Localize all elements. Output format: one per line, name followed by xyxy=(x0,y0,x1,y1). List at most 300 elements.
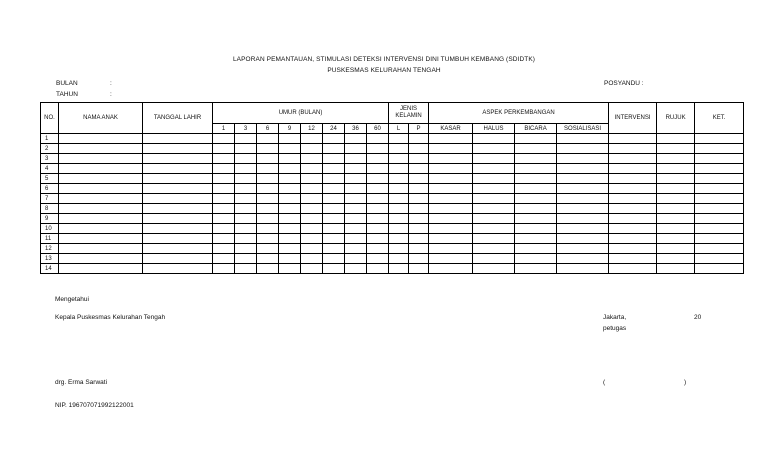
table-cell xyxy=(323,214,345,224)
table-cell xyxy=(345,154,367,164)
table-cell xyxy=(473,204,515,214)
table-cell xyxy=(609,194,657,204)
table-cell xyxy=(367,184,389,194)
table-cell xyxy=(143,184,213,194)
table-cell xyxy=(345,194,367,204)
table-cell xyxy=(213,134,235,144)
table-cell xyxy=(301,144,323,154)
table-cell xyxy=(323,144,345,154)
table-row xyxy=(41,184,744,194)
table-cell xyxy=(345,264,367,274)
table-cell xyxy=(345,224,367,234)
table-cell xyxy=(59,154,143,164)
table-cell xyxy=(473,264,515,274)
table-cell xyxy=(657,234,695,244)
table-cell xyxy=(213,224,235,234)
table-cell xyxy=(213,214,235,224)
table-cell xyxy=(143,144,213,154)
table-cell xyxy=(515,174,557,184)
table-cell xyxy=(143,194,213,204)
table-cell xyxy=(657,144,695,154)
table-cell xyxy=(389,194,409,204)
table-cell xyxy=(323,264,345,274)
table-cell xyxy=(367,164,389,174)
table-cell xyxy=(59,194,143,204)
table-cell xyxy=(235,254,257,264)
table-cell xyxy=(609,154,657,164)
table-cell xyxy=(257,234,279,244)
table-cell xyxy=(367,144,389,154)
petugas-text: petugas xyxy=(603,325,627,332)
header-intervensi: INTERVENSI xyxy=(609,103,657,134)
table-cell xyxy=(409,194,429,204)
table-body xyxy=(41,134,744,274)
table-cell xyxy=(213,194,235,204)
table-cell xyxy=(59,144,143,154)
table-cell xyxy=(143,134,213,144)
subheader-aspek-3: SOSIALISASI xyxy=(557,124,609,134)
table-cell xyxy=(323,234,345,244)
tahun-label: TAHUN xyxy=(56,91,78,98)
paren-close: ) xyxy=(684,379,687,386)
table-cell xyxy=(279,164,301,174)
report-subtitle: PUSKESMAS KELURAHAN TENGAH xyxy=(327,67,441,74)
subheader-umur-1: 3 xyxy=(235,124,257,134)
table-cell xyxy=(473,154,515,164)
table-cell xyxy=(235,134,257,144)
table-cell xyxy=(213,254,235,264)
kepala-text: Kepala Puskesmas Kelurahan Tengah xyxy=(55,314,166,321)
table-cell xyxy=(609,164,657,174)
table-cell xyxy=(345,184,367,194)
table-cell xyxy=(257,224,279,234)
table-cell xyxy=(59,214,143,224)
table-cell xyxy=(557,264,609,274)
table-cell xyxy=(143,174,213,184)
table-cell xyxy=(515,264,557,274)
table-cell xyxy=(235,154,257,164)
table-cell xyxy=(473,134,515,144)
mengetahui-text: Mengetahui xyxy=(55,296,89,303)
table-row xyxy=(41,234,744,244)
table-cell xyxy=(279,144,301,154)
table-cell xyxy=(301,244,323,254)
table-cell xyxy=(367,134,389,144)
table-cell xyxy=(59,134,143,144)
table-cell xyxy=(515,164,557,174)
table-cell xyxy=(235,214,257,224)
table-cell xyxy=(609,214,657,224)
table-cell xyxy=(695,134,744,144)
table-row xyxy=(41,194,744,204)
table-cell xyxy=(609,134,657,144)
table-cell xyxy=(409,164,429,174)
row-number: 12 xyxy=(41,244,59,254)
table-cell xyxy=(429,144,473,154)
table-cell xyxy=(473,184,515,194)
table-cell xyxy=(473,234,515,244)
header-ket: KET. xyxy=(695,103,744,134)
table-cell xyxy=(257,164,279,174)
table-cell xyxy=(409,204,429,214)
table-cell xyxy=(323,184,345,194)
table-cell xyxy=(389,214,409,224)
table-cell xyxy=(279,224,301,234)
row-number: 3 xyxy=(41,154,59,164)
table-cell xyxy=(367,224,389,234)
table-row xyxy=(41,244,744,254)
table-cell xyxy=(301,164,323,174)
table-cell xyxy=(143,224,213,234)
row-number: 8 xyxy=(41,204,59,214)
subheader-umur-0: 1 xyxy=(213,124,235,134)
table-cell xyxy=(473,144,515,154)
row-number: 9 xyxy=(41,214,59,224)
table-cell xyxy=(301,154,323,164)
table-cell xyxy=(279,234,301,244)
header-umur: UMUR (BULAN) xyxy=(213,103,389,124)
table-cell xyxy=(323,254,345,264)
table-cell xyxy=(235,184,257,194)
table-cell xyxy=(429,184,473,194)
table-cell xyxy=(557,224,609,234)
header-jenis-line: JENIS xyxy=(400,105,418,112)
table-cell xyxy=(657,154,695,164)
header-kelamin-line: KELAMIN xyxy=(395,113,422,119)
table-cell xyxy=(389,254,409,264)
table-cell xyxy=(257,254,279,264)
table-cell xyxy=(301,264,323,274)
table-cell xyxy=(345,214,367,224)
table-cell xyxy=(657,174,695,184)
table-cell xyxy=(235,164,257,174)
table-cell xyxy=(345,164,367,174)
table-cell xyxy=(143,204,213,214)
table-cell xyxy=(235,224,257,234)
table-cell xyxy=(657,164,695,174)
table-cell xyxy=(59,254,143,264)
table-cell xyxy=(367,254,389,264)
table-cell xyxy=(515,204,557,214)
table-cell xyxy=(213,204,235,214)
subheader-umur-3: 9 xyxy=(279,124,301,134)
table-cell xyxy=(213,264,235,274)
row-number: 2 xyxy=(41,144,59,154)
table-cell xyxy=(235,244,257,254)
table-row xyxy=(41,204,744,214)
table-cell xyxy=(429,254,473,264)
table-cell xyxy=(59,224,143,234)
table-cell xyxy=(657,204,695,214)
table-cell xyxy=(235,144,257,154)
table-cell xyxy=(473,244,515,254)
table-cell xyxy=(323,204,345,214)
table-cell xyxy=(609,144,657,154)
table-cell xyxy=(213,234,235,244)
table-cell xyxy=(367,234,389,244)
table-cell xyxy=(301,234,323,244)
table-cell xyxy=(557,144,609,154)
table-cell xyxy=(367,154,389,164)
table-cell xyxy=(143,254,213,264)
table-cell xyxy=(609,224,657,234)
subheader-umur-6: 36 xyxy=(345,124,367,134)
table-cell xyxy=(301,254,323,264)
table-cell xyxy=(473,174,515,184)
table-cell xyxy=(257,144,279,154)
table-cell xyxy=(323,174,345,184)
table-cell xyxy=(389,154,409,164)
table-cell xyxy=(557,164,609,174)
table-cell xyxy=(409,254,429,264)
table-cell xyxy=(301,184,323,194)
subheader-umur-7: 60 xyxy=(367,124,389,134)
table-cell xyxy=(695,174,744,184)
table-cell xyxy=(389,204,409,214)
table-row xyxy=(41,154,744,164)
table-cell xyxy=(279,254,301,264)
nip-text: NIP. 196707071992122001 xyxy=(55,402,134,409)
header-aspek: ASPEK PERKEMBANGAN xyxy=(429,103,609,124)
table-cell xyxy=(429,244,473,254)
table-row xyxy=(41,224,744,234)
row-number: 6 xyxy=(41,184,59,194)
table-cell xyxy=(323,194,345,204)
table-cell xyxy=(279,194,301,204)
table-cell xyxy=(695,224,744,234)
table-row xyxy=(41,214,744,224)
table-cell xyxy=(345,174,367,184)
table-cell xyxy=(515,134,557,144)
table-cell xyxy=(367,264,389,274)
table-cell xyxy=(235,264,257,274)
table-cell xyxy=(59,204,143,214)
table-cell xyxy=(257,194,279,204)
table-cell xyxy=(409,174,429,184)
table-cell xyxy=(213,184,235,194)
table-row xyxy=(41,254,744,264)
table-cell xyxy=(389,184,409,194)
table-cell xyxy=(429,134,473,144)
table-cell xyxy=(473,224,515,234)
table-cell xyxy=(257,184,279,194)
table-cell xyxy=(59,264,143,274)
subheader-gender-1: P xyxy=(409,124,429,134)
table-cell xyxy=(409,154,429,164)
table-cell xyxy=(59,184,143,194)
table-cell xyxy=(557,154,609,164)
table-cell xyxy=(345,144,367,154)
table-cell xyxy=(257,134,279,144)
table-row xyxy=(41,264,744,274)
table-cell xyxy=(429,154,473,164)
table-cell xyxy=(257,214,279,224)
table-cell xyxy=(409,184,429,194)
header-jenis-kelamin xyxy=(389,103,429,124)
table-cell xyxy=(695,194,744,204)
table-cell xyxy=(301,214,323,224)
table-cell xyxy=(257,264,279,274)
table-cell xyxy=(345,234,367,244)
table-cell xyxy=(657,134,695,144)
table-cell xyxy=(473,164,515,174)
table-cell xyxy=(301,174,323,184)
subheader-umur-4: 12 xyxy=(301,124,323,134)
table-cell xyxy=(389,174,409,184)
table-cell xyxy=(429,234,473,244)
table-cell xyxy=(279,244,301,254)
table-cell xyxy=(657,254,695,264)
table-cell xyxy=(279,204,301,214)
table-cell xyxy=(657,184,695,194)
subheader-aspek-0: KASAR xyxy=(429,124,473,134)
table-cell xyxy=(409,244,429,254)
table-cell xyxy=(213,174,235,184)
table-cell xyxy=(695,204,744,214)
table-cell xyxy=(609,234,657,244)
table-cell xyxy=(279,214,301,224)
tahun-colon: : xyxy=(110,91,112,98)
table-cell xyxy=(473,214,515,224)
table-cell xyxy=(323,244,345,254)
table-cell xyxy=(59,244,143,254)
bulan-label: BULAN xyxy=(56,80,78,87)
table-cell xyxy=(323,154,345,164)
table-cell xyxy=(345,204,367,214)
table-cell xyxy=(143,214,213,224)
table-cell xyxy=(279,264,301,274)
table-cell xyxy=(557,194,609,204)
table-cell xyxy=(515,154,557,164)
table-cell xyxy=(657,214,695,224)
table-cell xyxy=(409,264,429,274)
table-cell xyxy=(257,174,279,184)
row-number: 4 xyxy=(41,164,59,174)
table-cell xyxy=(323,164,345,174)
table-cell xyxy=(367,204,389,214)
table-cell xyxy=(695,144,744,154)
table-cell xyxy=(609,244,657,254)
table-cell xyxy=(657,224,695,234)
header-tanggal-lahir: TANGGAL LAHIR xyxy=(143,103,213,134)
doctor-name: drg. Erma Sarwati xyxy=(55,379,108,386)
subheader-umur-5: 24 xyxy=(323,124,345,134)
row-number: 1 xyxy=(41,134,59,144)
table-cell xyxy=(609,264,657,274)
table-cell xyxy=(389,144,409,154)
table-cell xyxy=(515,234,557,244)
table-cell xyxy=(429,164,473,174)
table-cell xyxy=(59,164,143,174)
table-cell xyxy=(301,224,323,234)
table-cell xyxy=(389,134,409,144)
table-cell xyxy=(429,264,473,274)
header-rujuk: RUJUK xyxy=(657,103,695,134)
subheader-gender-0: L xyxy=(389,124,409,134)
table-cell xyxy=(557,184,609,194)
jakarta-text: Jakarta, xyxy=(603,314,627,321)
table-cell xyxy=(695,184,744,194)
table-cell xyxy=(345,244,367,254)
table-cell xyxy=(213,154,235,164)
header-nama-anak: NAMA ANAK xyxy=(59,103,143,134)
table-cell xyxy=(695,154,744,164)
table-cell xyxy=(473,254,515,264)
table-cell xyxy=(557,174,609,184)
table-cell xyxy=(345,254,367,264)
row-number: 14 xyxy=(41,264,59,274)
table-cell xyxy=(515,184,557,194)
table-cell xyxy=(367,244,389,254)
table-cell xyxy=(657,264,695,274)
subheader-aspek-2: BICARA xyxy=(515,124,557,134)
table-cell xyxy=(389,264,409,274)
table-cell xyxy=(367,174,389,184)
table-cell xyxy=(657,244,695,254)
row-number: 5 xyxy=(41,174,59,184)
table-cell xyxy=(301,194,323,204)
table-cell xyxy=(143,234,213,244)
table-cell xyxy=(695,254,744,264)
table-cell xyxy=(323,224,345,234)
paren-open: ( xyxy=(603,379,606,386)
table-cell xyxy=(235,194,257,204)
table-cell xyxy=(367,194,389,204)
table-cell xyxy=(609,204,657,214)
table-cell xyxy=(143,244,213,254)
table-cell xyxy=(409,144,429,154)
table-cell xyxy=(515,224,557,234)
table-cell xyxy=(367,214,389,224)
table-cell xyxy=(279,174,301,184)
table-cell xyxy=(409,224,429,234)
table-cell xyxy=(257,154,279,164)
table-cell xyxy=(213,244,235,254)
header-no: NO. xyxy=(41,103,59,134)
subheader-aspek-1: HALUS xyxy=(473,124,515,134)
table-row xyxy=(41,134,744,144)
table-cell xyxy=(143,264,213,274)
table-cell xyxy=(695,214,744,224)
table-cell xyxy=(609,174,657,184)
row-number: 10 xyxy=(41,224,59,234)
table-cell xyxy=(409,234,429,244)
table-cell xyxy=(609,254,657,264)
table-row xyxy=(41,144,744,154)
table-cell xyxy=(557,134,609,144)
table-cell xyxy=(429,224,473,234)
bulan-colon: : xyxy=(110,80,112,87)
table-cell xyxy=(557,254,609,264)
table-cell xyxy=(235,234,257,244)
table-cell xyxy=(389,224,409,234)
table-cell xyxy=(279,184,301,194)
table-cell xyxy=(429,214,473,224)
table-cell xyxy=(695,244,744,254)
table-cell xyxy=(389,244,409,254)
table-cell xyxy=(235,174,257,184)
report-table xyxy=(40,102,744,274)
table-cell xyxy=(235,204,257,214)
table-cell xyxy=(279,134,301,144)
table-cell xyxy=(257,244,279,254)
table-cell xyxy=(515,194,557,204)
table-cell xyxy=(515,244,557,254)
report-title: LAPORAN PEMANTAUAN, STIMULASI DETEKSI INTERVENSI DINI TUMBUH KEMBANG (SDIDTK) xyxy=(232,56,536,63)
table-cell xyxy=(59,174,143,184)
row-number: 13 xyxy=(41,254,59,264)
table-cell xyxy=(389,164,409,174)
